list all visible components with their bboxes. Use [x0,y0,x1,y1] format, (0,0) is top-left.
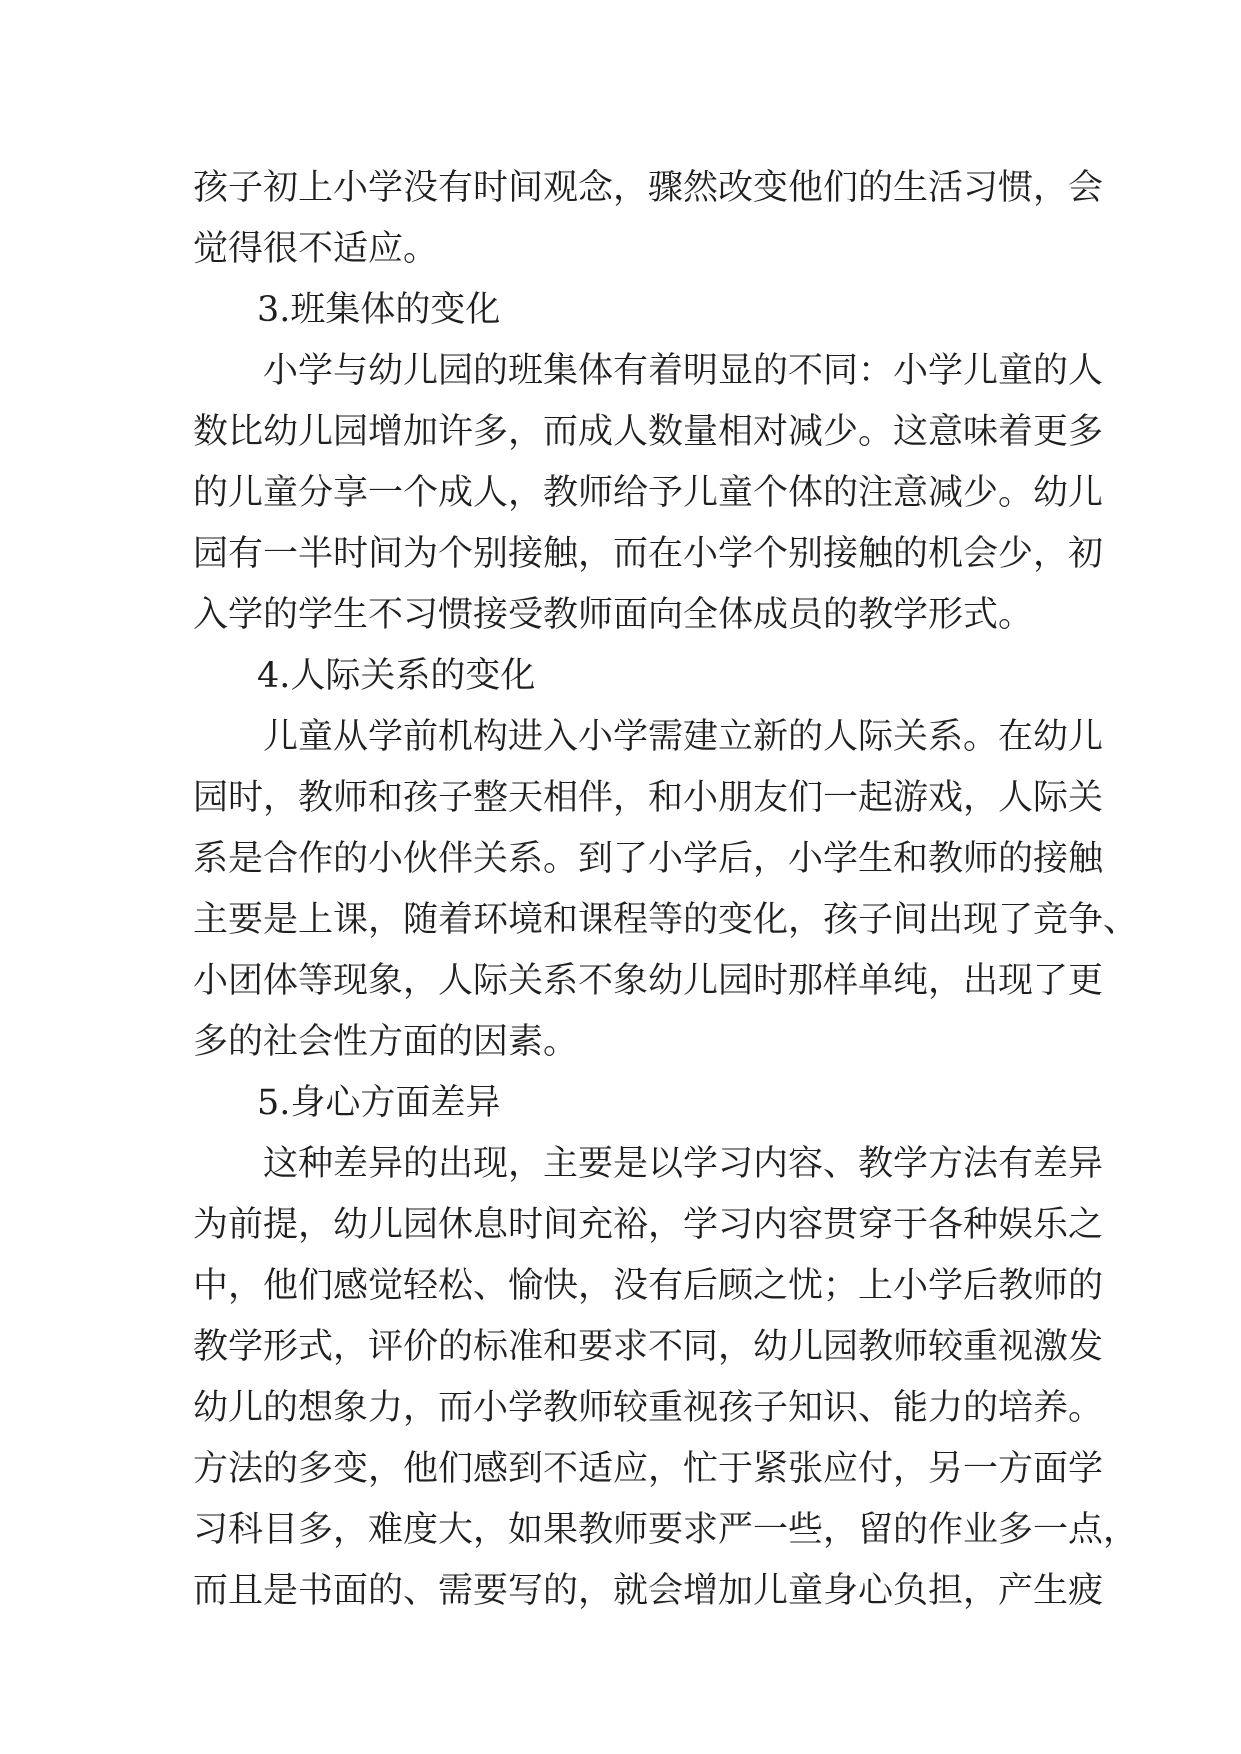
text-line: 觉得很不适应。 [193,229,439,269]
text-line: 而且是书面的、需要写的，就会增加儿童身心负担，产生疲 [193,1571,1104,1611]
text-line: 主要是上课，随着环境和课程等的变化，孩子间出现了竞争、 [193,900,1139,940]
text-line: 系是合作的小伙伴关系。到了小学后，小学生和教师的接触 [193,839,1104,879]
section-heading: 5.身心方面差异 [257,1083,501,1123]
text-line: 园时，教师和孩子整天相伴，和小朋友们一起游戏，人际关 [193,778,1104,818]
text-line: 习科目多，难度大，如果教师要求严一些，留的作业多一点， [193,1510,1139,1550]
text-line: 幼儿的想象力，而小学教师较重视孩子知识、能力的培养。 [193,1388,1104,1428]
text-line: 入学的学生不习惯接受教师面向全体成员的教学形式。 [193,595,1034,635]
text-line: 小团体等现象，人际关系不象幼儿园时那样单纯，出现了更 [193,961,1104,1001]
text-line: 为前提，幼儿园休息时间充裕，学习内容贯穿于各种娱乐之 [193,1205,1104,1245]
section-heading: 4.人际关系的变化 [257,656,536,696]
document-body [193,158,1139,1622]
text-line: 孩子初上小学没有时间观念，骤然改变他们的生活习惯，会 [193,168,1104,208]
text-line: 这种差异的出现，主要是以学习内容、教学方法有差异 [263,1144,1104,1184]
text-line: 小学与幼儿园的班集体有着明显的不同：小学儿童的人 [263,351,1104,391]
text-line: 儿童从学前机构进入小学需建立新的人际关系。在幼儿 [263,717,1104,757]
text-line: 的儿童分享一个成人，教师给予儿童个体的注意减少。幼儿 [193,473,1104,513]
section-heading: 3.班集体的变化 [257,290,501,330]
text-line: 中，他们感觉轻松、愉快，没有后顾之忧；上小学后教师的 [193,1266,1104,1306]
text-line: 多的社会性方面的因素。 [193,1022,579,1062]
text-line: 数比幼儿园增加许多，而成人数量相对减少。这意味着更多 [193,412,1104,452]
text-line: 方法的多变，他们感到不适应，忙于紧张应付，另一方面学 [193,1449,1104,1489]
text-line: 园有一半时间为个别接触，而在小学个别接触的机会少，初 [193,534,1104,574]
text-line: 教学形式，评价的标准和要求不同，幼儿园教师较重视激发 [193,1327,1104,1367]
